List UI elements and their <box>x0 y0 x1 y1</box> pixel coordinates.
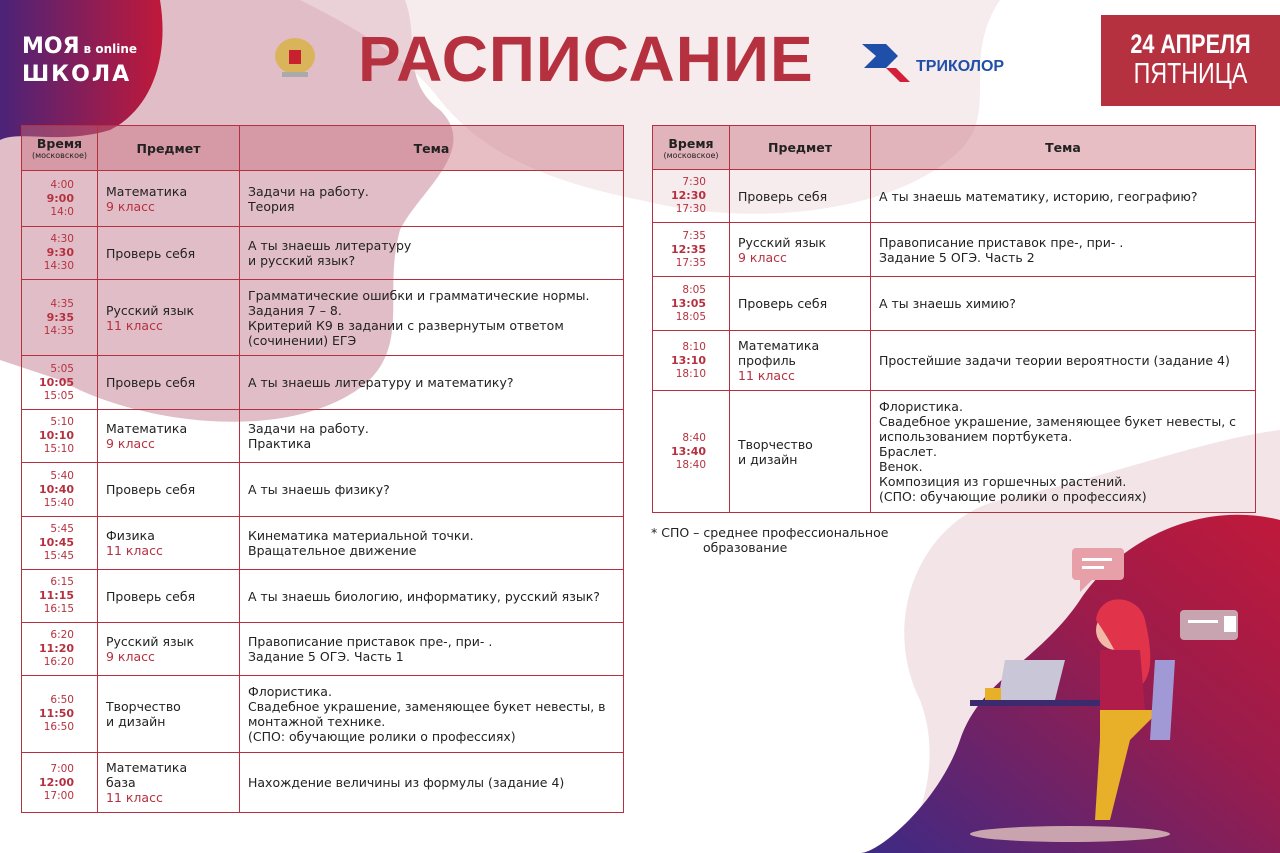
subject-cell: Математика профиль 11 класс <box>730 331 871 391</box>
date: 24 АПРЕЛЯ <box>1130 29 1251 59</box>
table-row <box>653 331 1256 391</box>
time-cell: 6:50 11:50 16:50 <box>22 676 98 753</box>
subject-cell: Математика 9 класс <box>98 171 240 227</box>
time-cell: 5:40 10:40 15:40 <box>22 463 98 517</box>
table-row <box>653 170 1256 223</box>
table-row <box>22 171 624 227</box>
subject-cell: Творчество и дизайн <box>98 676 240 753</box>
subject-cell: Русский язык 9 класс <box>730 223 871 277</box>
table-row <box>22 463 624 517</box>
subject-cell: Русский язык 9 класс <box>98 623 240 676</box>
topic-cell: Задачи на работу. Практика <box>240 410 624 463</box>
topic-cell: Простейшие задачи теории вероятности (задание 4) <box>871 331 1256 391</box>
topic-cell: А ты знаешь химию? <box>871 277 1256 331</box>
topic-cell: А ты знаешь литературу и математику? <box>240 356 624 410</box>
schedule-table-right <box>652 125 1256 513</box>
col-time: Время (московское) <box>653 126 730 170</box>
subject-cell: Русский язык 11 класс <box>98 280 240 356</box>
footnote-line: * СПО – среднее профессиональное <box>651 525 889 540</box>
subject-cell: Математика база 11 класс <box>98 753 240 813</box>
time-cell: 7:30 12:30 17:30 <box>653 170 730 223</box>
subject-cell: Проверь себя <box>730 277 871 331</box>
grade: 9 класс <box>738 249 787 265</box>
subject-cell: Физика 11 класс <box>98 517 240 570</box>
grade: 11 класс <box>106 790 163 805</box>
subject-cell: Проверь себя <box>98 570 240 623</box>
table-row <box>653 391 1256 513</box>
table-row <box>653 223 1256 277</box>
grade: 9 класс <box>106 198 155 214</box>
schedule-table-left <box>21 125 624 813</box>
page-title: РАСПИСАНИЕ <box>358 23 814 95</box>
topic-cell: Кинематика материальной точки. Вращательное движение <box>240 517 624 570</box>
table-row <box>22 227 624 280</box>
moya-shkola-logo <box>22 34 137 88</box>
logo-text-2: ШКОЛА <box>22 62 132 87</box>
time-cell: 8:10 13:10 18:10 <box>653 331 730 391</box>
grade: 9 класс <box>106 649 155 664</box>
topic-cell: Флористика. Свадебное украшение, заменяющее букет невесты, с использованием портбукета. Браслет. Венок. Композиция из горшечных растений. (СПО: обучающие ролики о профессиях) <box>871 391 1256 513</box>
col-topic: Тема <box>871 126 1256 170</box>
partner-name: ТРИКОЛОР <box>916 58 1005 75</box>
time-cell: 6:15 11:15 16:15 <box>22 570 98 623</box>
table-row <box>22 570 624 623</box>
date-badge <box>1101 15 1280 106</box>
topic-cell: Флористика. Свадебное украшение, заменяющее букет невесты, в монтажной технике. (СПО: обучающие ролики о профессиях) <box>240 676 624 753</box>
logo-text: МОЯ <box>22 34 80 59</box>
topic-cell: Грамматические ошибки и грамматические нормы. Задания 7 – 8. Критерий К9 в задании с развернутым ответом (сочинении) ЕГЭ <box>240 280 624 356</box>
subject-cell: Проверь себя <box>730 170 871 223</box>
time-cell: 8:05 13:05 18:05 <box>653 277 730 331</box>
table-row <box>22 410 624 463</box>
time-cell: 4:00 9:00 14:0 <box>22 171 98 227</box>
time-cell: 5:05 10:05 15:05 <box>22 356 98 410</box>
col-topic: Тема <box>240 126 624 171</box>
footnote <box>651 525 888 555</box>
coat-of-arms-icon <box>270 32 320 84</box>
grade: 9 класс <box>106 436 155 451</box>
grade: 11 класс <box>106 543 163 558</box>
col-subject: Предмет <box>730 126 871 170</box>
col-time: Время (московское) <box>22 126 98 171</box>
subject-cell: Проверь себя <box>98 463 240 517</box>
time-cell: 7:00 12:00 17:00 <box>22 753 98 813</box>
subject-cell: Творчество и дизайн <box>730 391 871 513</box>
topic-cell: А ты знаешь физику? <box>240 463 624 517</box>
table-row <box>22 280 624 356</box>
table-row <box>22 623 624 676</box>
logo-online: в online <box>83 42 138 56</box>
grade: 11 класс <box>738 368 795 383</box>
topic-cell: Нахождение величины из формулы (задание 4) <box>240 753 624 813</box>
tricolor-logo <box>862 44 1004 82</box>
time-cell: 5:10 10:10 15:10 <box>22 410 98 463</box>
table-row <box>22 356 624 410</box>
topic-cell: А ты знаешь биологию, информатику, русский язык? <box>240 570 624 623</box>
subject-cell: Проверь себя <box>98 356 240 410</box>
subject-cell: Проверь себя <box>98 227 240 280</box>
topic-cell: Правописание приставок пре-, при- . Задание 5 ОГЭ. Часть 1 <box>240 623 624 676</box>
topic-cell: А ты знаешь математику, историю, географию? <box>871 170 1256 223</box>
subject-cell: Математика 9 класс <box>98 410 240 463</box>
time-cell: 5:45 10:45 15:45 <box>22 517 98 570</box>
grade: 11 класс <box>106 317 163 333</box>
topic-cell: Задачи на работу. Теория <box>240 171 624 227</box>
footnote-line: образование <box>703 540 788 555</box>
tricolor-logo-icon <box>862 44 914 82</box>
weekday: ПЯТНИЦА <box>1133 58 1248 90</box>
table-row <box>22 753 624 813</box>
time-cell: 7:35 12:35 17:35 <box>653 223 730 277</box>
table-row <box>22 517 624 570</box>
student-laptop-illustration <box>930 540 1280 853</box>
time-cell: 4:35 9:35 14:35 <box>22 280 98 356</box>
time-cell: 4:30 9:30 14:30 <box>22 227 98 280</box>
table-row <box>22 676 624 753</box>
table-row <box>653 277 1256 331</box>
topic-cell: Правописание приставок пре-, при- . Задание 5 ОГЭ. Часть 2 <box>871 223 1256 277</box>
time-cell: 8:40 13:40 18:40 <box>653 391 730 513</box>
col-subject: Предмет <box>98 126 240 171</box>
topic-cell: А ты знаешь литературу и русский язык? <box>240 227 624 280</box>
time-cell: 6:20 11:20 16:20 <box>22 623 98 676</box>
